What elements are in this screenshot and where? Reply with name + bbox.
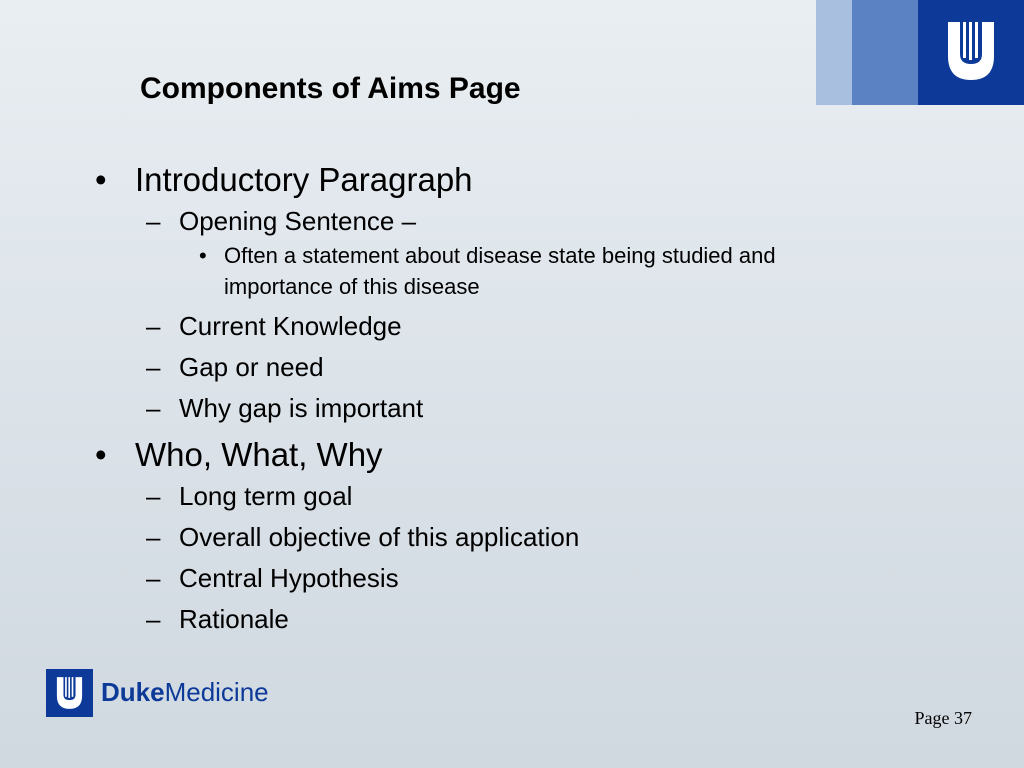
dash-marker: –: [146, 563, 161, 593]
dash-marker: –: [146, 311, 161, 341]
sub-text: Current Knowledge: [179, 311, 402, 341]
sub-item: [0, 561, 900, 595]
sub-list: [135, 204, 900, 425]
decor-band-mid: [852, 0, 918, 105]
sub-item: [0, 350, 900, 384]
sub-text: Long term goal: [179, 481, 353, 511]
page-number: Page 37: [914, 708, 972, 728]
bullet-text: Who, What, Why: [135, 436, 383, 473]
small-bullet-marker: •: [199, 243, 207, 268]
sub-item: [0, 479, 900, 513]
duke-shield-icon: [946, 20, 996, 82]
dash-marker: –: [146, 522, 161, 552]
brand-part-duke: Duke: [101, 677, 165, 707]
sub-item: [0, 520, 900, 554]
duke-shield-icon: [54, 676, 85, 710]
dash-marker: –: [146, 393, 161, 423]
sub-item: [0, 391, 900, 425]
dash-marker: –: [146, 352, 161, 382]
bullet-list: [0, 158, 900, 644]
brand-wordmark: [101, 677, 269, 708]
sub-text: Rationale: [179, 604, 289, 634]
sub-sub-list: [179, 240, 900, 302]
bullet-item: [0, 433, 900, 636]
header-logo: [918, 0, 1024, 105]
duke-medicine-logo: [46, 669, 306, 719]
dash-marker: –: [146, 206, 161, 236]
footer-logo-box: [46, 669, 93, 717]
sub-item: [0, 602, 900, 636]
sub-sub-item: [0, 240, 874, 302]
sub-sub-text: Often a statement about disease state being studied and importance of this disease: [224, 243, 776, 299]
decor-band-light: [816, 0, 852, 105]
sub-text: Opening Sentence –: [179, 206, 417, 236]
sub-text: Gap or need: [179, 352, 324, 382]
sub-text: Why gap is important: [179, 393, 424, 423]
dash-marker: –: [146, 604, 161, 634]
bullet-marker: •: [95, 436, 107, 473]
dash-marker: –: [146, 481, 161, 511]
sub-text: Overall objective of this application: [179, 522, 580, 552]
sub-item: [0, 204, 900, 302]
bullet-marker: •: [95, 161, 107, 198]
bullet-text: Introductory Paragraph: [135, 161, 473, 198]
sub-item: [0, 309, 900, 343]
bullet-item: [0, 158, 900, 425]
sub-text: Central Hypothesis: [179, 563, 399, 593]
sub-list: [135, 479, 900, 636]
brand-part-medicine: Medicine: [164, 677, 269, 707]
slide-title: Components of Aims Page: [140, 72, 521, 105]
